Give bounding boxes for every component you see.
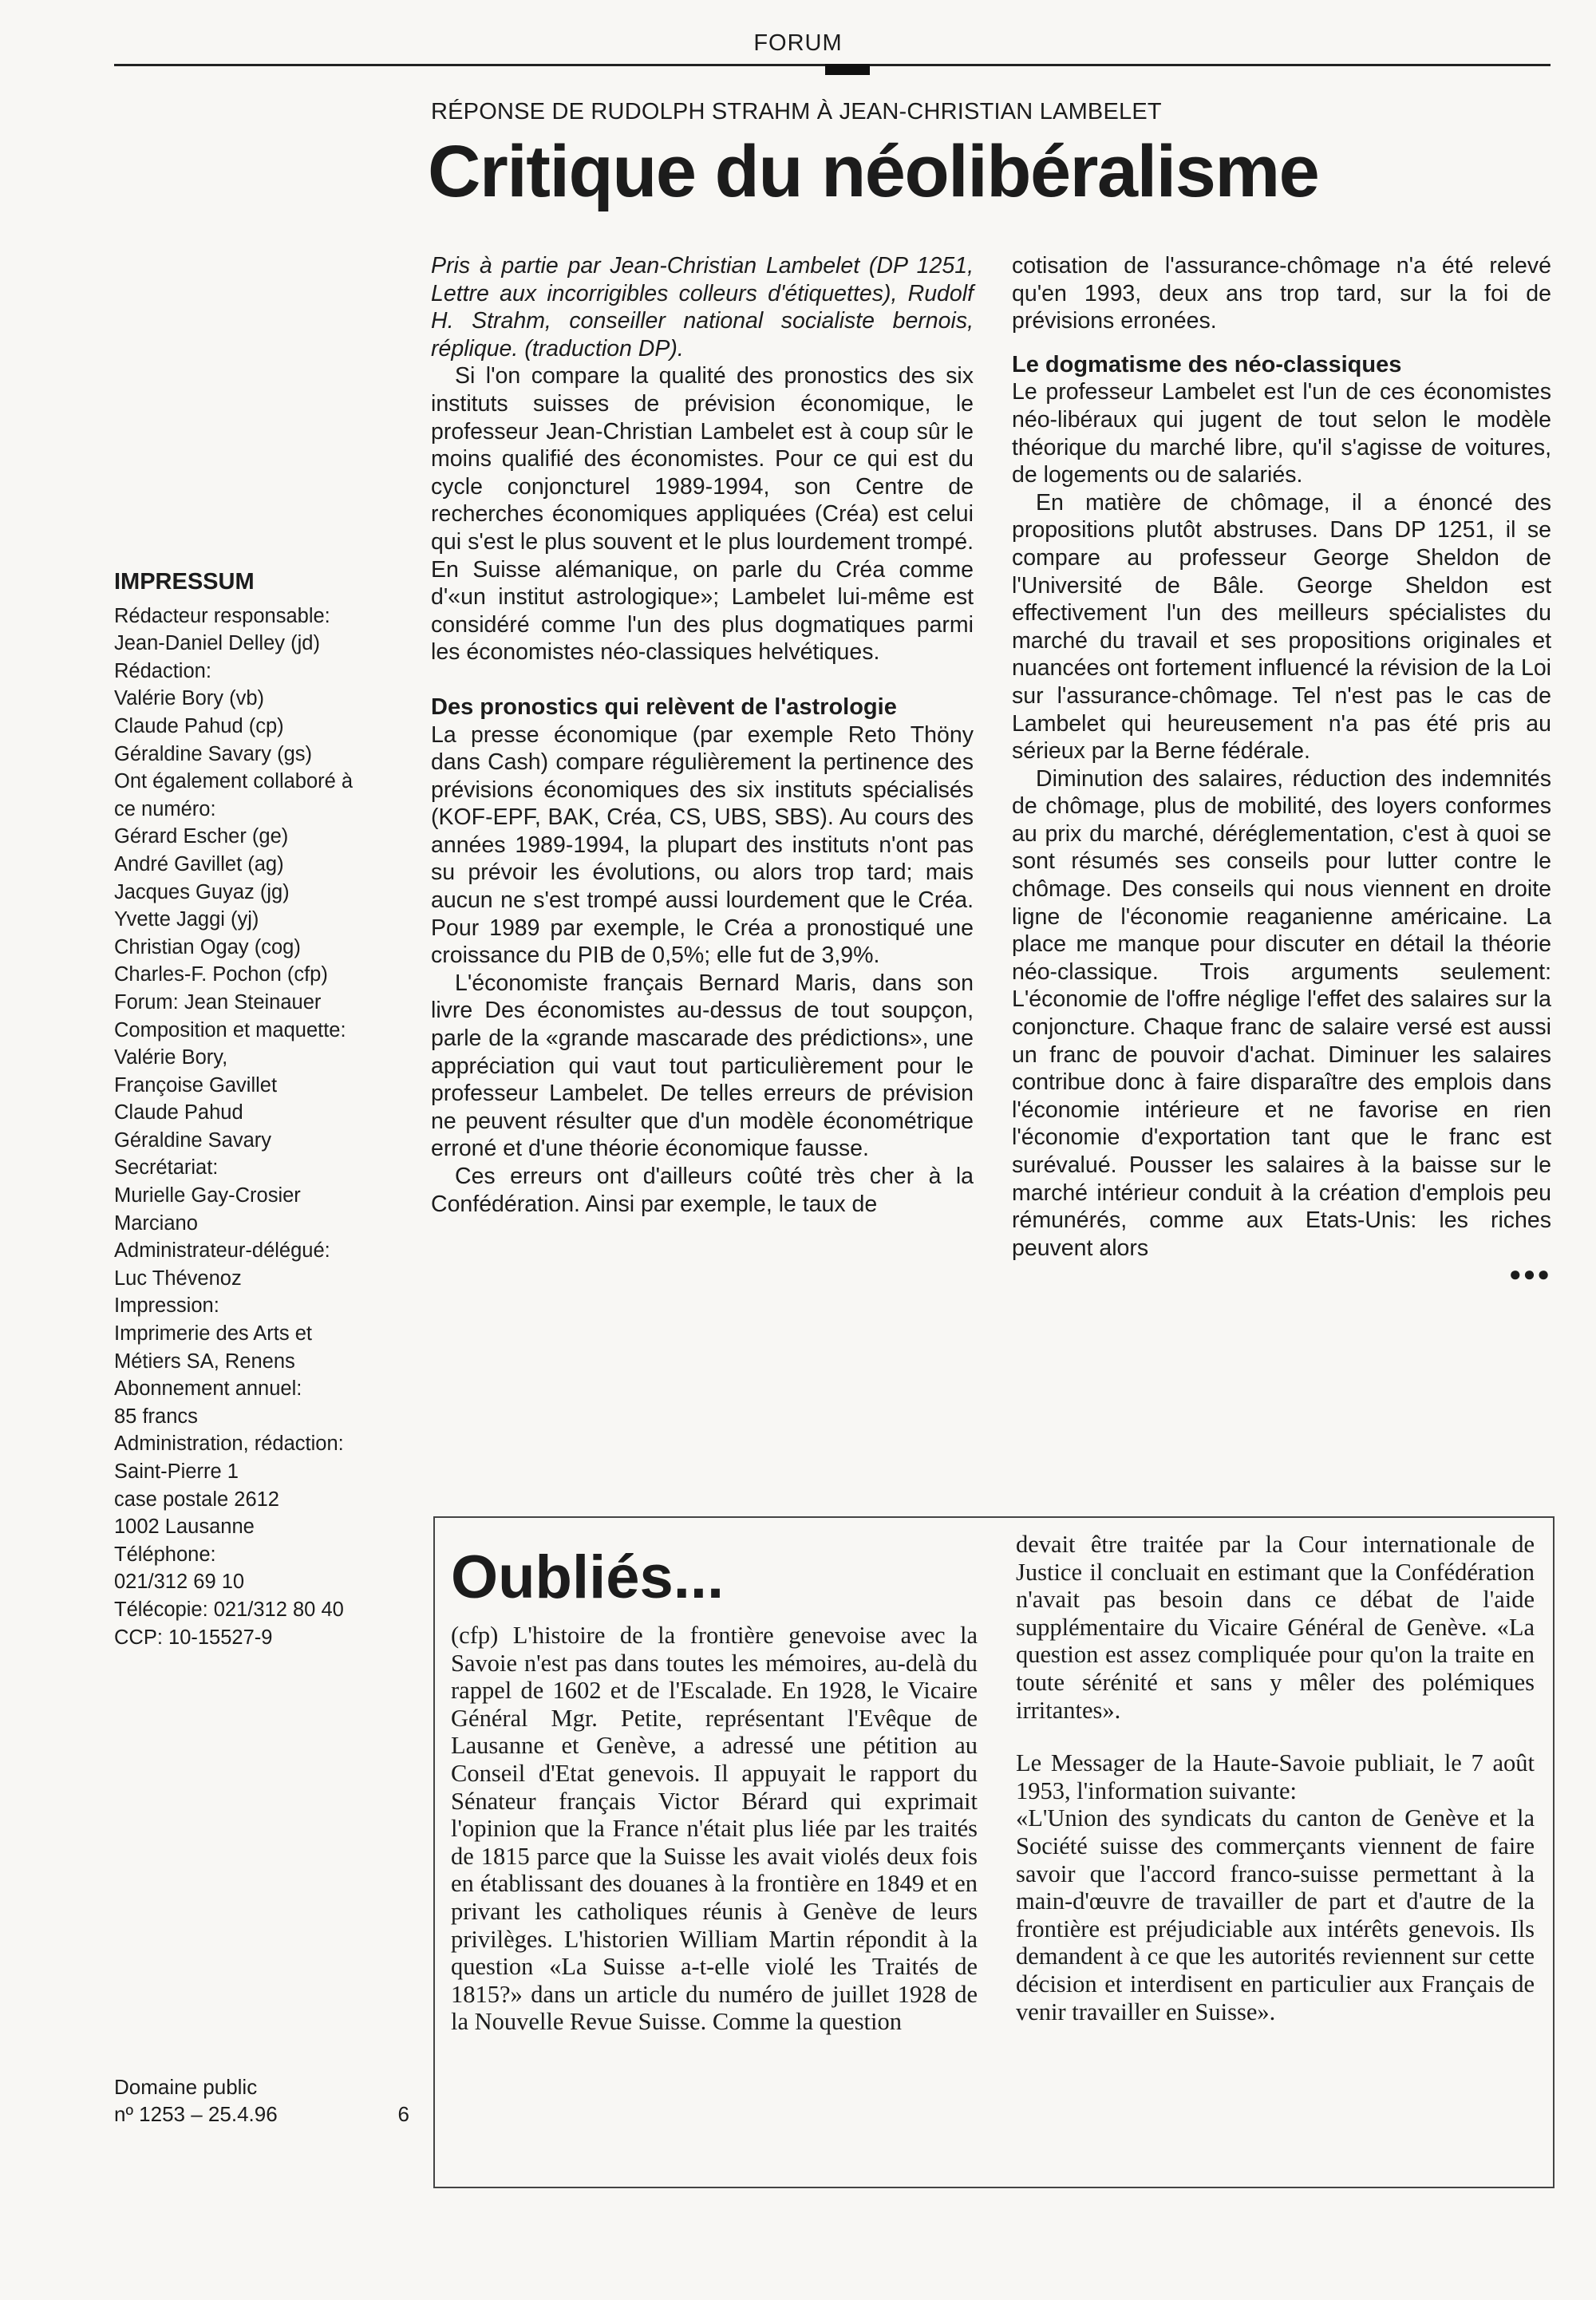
article-paragraph: Ces erreurs ont d'ailleurs coûté très cher à la Confédération. Ainsi par exemple, le taux de [431, 1164, 974, 1217]
impressum-line: case postale 2612 [114, 1488, 279, 1511]
impressum-line: Charles-F. Pochon (cfp) [114, 963, 328, 986]
impressum-line: Valérie Bory (vb) [114, 687, 265, 710]
sidebar-box-oublies [433, 1516, 1555, 2188]
article-paragraph: Si l'on compare la qualité des pronostics des six instituts suisses de prévision économique, le professeur Jean-Christian Lambelet est à coup sûr le moins qualifié des économistes. Pour ce qui est du cycle conjoncturel 1989-1994, son Centre de recherches économiques appliquées (Créa) est celui qui s'est le plus souvent et le plus lourdement trompé. En Suisse alémanique, on parle du Créa comme d'«un institut astrologique»; Lambelet lui-même est considéré comme l'un des plus dogmatiques parmi les économistes néo-classiques helvétiques. [431, 363, 974, 666]
impressum-line: Télécopie: 021/312 80 40 [114, 1598, 344, 1621]
impressum-line: Composition et maquette: [114, 1018, 346, 1041]
impressum-line: Forum: Jean Steinauer [114, 990, 322, 1014]
impressum-line: 1002 Lausanne [114, 1516, 255, 1539]
impressum-line: ce numéro: [114, 797, 216, 820]
impressum-line: Géraldine Savary [114, 1128, 272, 1152]
impressum-line: Imprimerie des Arts et [114, 1322, 312, 1346]
impressum-line: Claude Pahud [114, 1101, 243, 1124]
impressum-line: Impression: [114, 1294, 219, 1318]
article-paragraph: En matière de chômage, il a énoncé des propositions plutôt abstruses. Dans DP 1251, il se compare au professeur George Sheldon de l'Université de Bâle. George Sheldon est effectivement l'un des meilleurs spécialistes du marché du travail et ses propositions originales et nuancées ont fortement influencé la révision de la Loi sur l'assurance-chômage. Tel n'est pas le cas de Lambelet qui heureusement n'a pas été pris au sérieux par la Berne fédérale. [1012, 489, 1551, 765]
article-paragraph: Diminution des salaires, réduction des indemnités de chômage, plus de mobilité, des loyers conformes au prix du marché, déréglementation, c'est à quoi se sont résumés ses conseils pour lutter contre le chômage. Des conseils qui nous viennent en droite ligne de l'économie reaganienne américaine. La place me manque pour discuter en détail la théorie néo-classique. Trois arguments seulement: L'économie de l'offre néglige l'effet des salaires sur la conjoncture. Chaque franc de salaire versé est aussi un franc de pouvoir d'achat. Diminuer les salaires contribue donc à faire disparaître des emplois dans l'économie intérieure et ne favorise en rien l'économie d'exportation tant que le franc est surévalué. Pousser les salaires à la baisse sur le marché intérieur conduit à la création d'emplois peu rémunérés, comme aux Etats-Unis: les riches peuvent alors [1012, 765, 1551, 1261]
article-column-right [1012, 252, 1551, 1286]
article-paragraph: La presse économique (par exemple Reto Thöny dans Cash) compare régulièrement la pertinence des prévisions économiques des six instituts spécialisés (KOF-EPF, BAK, Créa, CS, UBS, SBS). Au cours des années 1989-1994, la plupart des instituts n'ont pas su prévoir les évolutions, ou alors trop tard; mais aucun ne s'est trompé aussi lourdement que le Créa. Pour 1989 par exemple, le Créa a pronostiqué une croissance du PIB de 0,5%; elle fut de 3,9%. [431, 721, 974, 969]
impressum-line: Métiers SA, Renens [114, 1350, 295, 1373]
impressum-line: CCP: 10-15527-9 [114, 1626, 273, 1649]
article-paragraph: cotisation de l'assurance-chômage n'a été relevé qu'en 1993, deux ans trop tard, sur la foi de prévisions erronées. [1012, 253, 1551, 334]
impressum-line: Murielle Gay-Crosier [114, 1184, 301, 1207]
article-paragraph: L'économiste français Bernard Maris, dans son livre Des économistes au-dessus de tout soupçon, parle de la «grande mascarade des prédictions», une appréciation qui vaut tout particulièrement pour le professeur Lambelet. De telles erreurs de prévision ne peuvent résulter que d'un modèle économétrique erroné et d'une théorie économique fausse. [431, 970, 974, 1162]
article-headline: Critique du néolibéralisme [428, 131, 1319, 212]
box-paragraph: devait être traitée par la Cour internationale de Justice il concluait en estimant que la Confédération n'avait pas besoin dans ce débat de l'aide supplémentaire du Vicaire Général de Genève. «La question est assez compliquée pour qu'on la traite en toute sérénité et sans y mêler des polémiques irritantes». [1016, 1531, 1535, 1724]
impressum-line: Secrétariat: [114, 1156, 219, 1180]
box-paragraph: Le Messager de la Haute-Savoie publiait, le 7 août 1953, l'information suivante: [1016, 1749, 1535, 1804]
impressum-line: Téléphone: [114, 1543, 216, 1566]
impressum-line: Christian Ogay (cog) [114, 935, 301, 958]
impressum-line: Luc Thévenoz [114, 1267, 242, 1290]
publication-name: Domaine public [114, 2075, 258, 2099]
impressum-line: Françoise Gavillet [114, 1073, 278, 1097]
page-footer [114, 2073, 409, 2128]
continued-marker: ●●● [1508, 1262, 1551, 1286]
impressum-line: Géraldine Savary (gs) [114, 742, 313, 765]
impressum-line: 021/312 69 10 [114, 1571, 245, 1594]
impressum [114, 568, 393, 1651]
article-subheading: Le dogmatisme des néo-classiques [1012, 351, 1402, 377]
box-paragraph: (cfp) L'histoire de la frontière genevoise avec la Savoie n'est pas dans toutes les mémoires, au-delà du rappel de 1602 et de l'Escalade. En 1928, le Vicaire Général Mgr. Petite, représentant l'Evêque de Lausanne et Genève, a adressé une pétition au Conseil d'Etat genevois. Il appuyait le rapport du Sénateur français Victor Bérard qui exprimait l'opinion que la France n'était plus liée par les traités de 1815 parce que la Suisse les avait violés deux fois en établissant des douanes à la frontière en 1849 et en privant les catholiques réunis à Genève de leurs privilèges. L'historien William Martin répondit à la question «La Suisse a-t-elle violé les Traités de 1815?» dans un article du numéro de juillet 1928 de la Nouvelle Revue Suisse. Comme la question [451, 1622, 978, 2036]
impressum-line: Yvette Jaggi (yj) [114, 908, 259, 931]
impressum-line: 85 francs [114, 1405, 198, 1428]
impressum-line: Administrateur-délégué: [114, 1239, 330, 1263]
article-column-left [431, 252, 974, 1218]
impressum-line: Administration, rédaction: [114, 1433, 344, 1456]
impressum-line: André Gavillet (ag) [114, 852, 284, 875]
impressum-line: Rédacteur responsable: [114, 604, 330, 627]
article-subheading: Des pronostics qui relèvent de l'astrologie [431, 694, 897, 720]
box-paragraph: «L'Union des syndicats du canton de Genève et la Société suisse des commerçants viennent de faire savoir que l'accord franco-suisse permettant à la main-d'œuvre de travailler de part et d'autre de la frontière est préjudiciable aux intérêts genevois. Ils demandent à ce que les autorités reviennent sur cette décision et interdisent en particulier aux Français de venir travailler en Suisse». [1016, 1804, 1535, 2025]
impressum-line: Ont également collaboré à [114, 770, 354, 793]
impressum-line: Valérie Bory, [114, 1046, 228, 1069]
box-column-right [1016, 1531, 1535, 2025]
impressum-title: IMPRESSUM [114, 569, 255, 595]
impressum-line: Saint-Pierre 1 [114, 1460, 239, 1483]
section-tab-mark [825, 64, 870, 75]
impressum-line: Jean-Daniel Delley (jd) [114, 632, 320, 655]
impressum-line: Gérard Escher (ge) [114, 825, 289, 848]
issue-number: nº 1253 – 25.4.96 [114, 2102, 278, 2126]
page-number: 6 [397, 2102, 409, 2126]
impressum-line: Claude Pahud (cp) [114, 714, 284, 737]
impressum-lines [114, 603, 393, 1652]
impressum-line: Marciano [114, 1211, 198, 1235]
impressum-line: Abonnement annuel: [114, 1377, 302, 1401]
box-title: Oubliés... [451, 1543, 725, 1611]
box-column-left [451, 1622, 978, 2036]
impressum-line: Rédaction: [114, 659, 211, 682]
impressum-line: Jacques Guyaz (jg) [114, 880, 290, 903]
article-intro: Pris à partie par Jean-Christian Lambelet (DP 1251, Lettre aux incorrigibles colleurs d'étiquettes), Rudolf H. Strahm, conseiller national socialiste bernois, réplique. (traduction DP). [431, 253, 974, 362]
section-label: FORUM [753, 30, 843, 56]
article-kicker: RÉPONSE DE RUDOLPH STRAHM À JEAN-CHRISTIAN LAMBELET [431, 99, 1162, 124]
article-paragraph: Le professeur Lambelet est l'un de ces économistes néo-libéraux qui jugent de tout selon le modèle théorique du marché libre, qu'il s'agisse de voitures, de logements ou de salariés. [1012, 379, 1551, 488]
